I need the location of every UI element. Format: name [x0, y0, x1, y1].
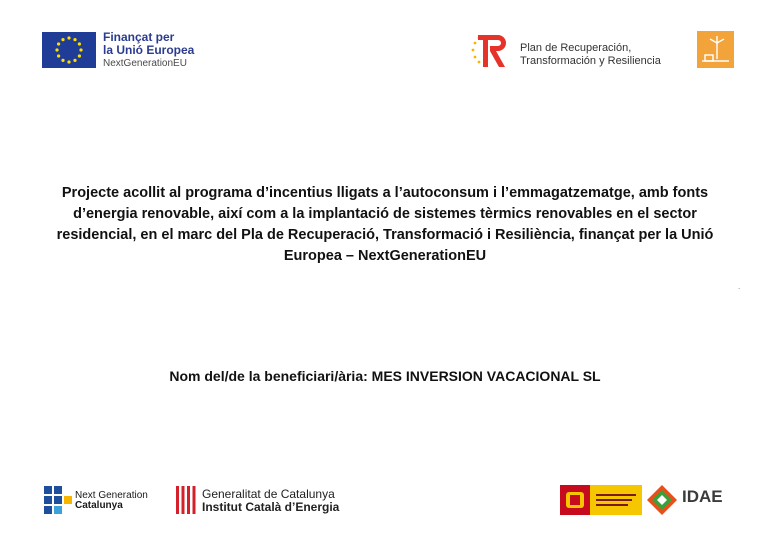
- prtr-mark-icon: [470, 31, 514, 71]
- spain-ministry-logo: [560, 485, 642, 515]
- eu-logo-line2: la Unió Europea: [103, 43, 195, 57]
- eu-logo-line3: NextGenerationEU: [103, 58, 187, 69]
- idae-turbine-square-icon: [697, 31, 734, 68]
- spain-ministry-shield-icon: [560, 485, 642, 515]
- idae-diamond-icon: [646, 484, 678, 516]
- prtr-logo-line2: Transformación y Resiliencia: [520, 55, 661, 67]
- generalitat-line2: Institut Català d’Energia: [202, 500, 340, 514]
- idae-logo: [646, 484, 736, 516]
- eu-logo-line1: Finançat per: [103, 30, 175, 44]
- generalitat-line1: Generalitat de Catalunya: [202, 487, 335, 501]
- ngc-squares-icon: [44, 486, 72, 514]
- eu-funding-logo: [42, 31, 202, 71]
- next-generation-catalunya-logo: [44, 486, 174, 514]
- ngc-logo-line2: Catalunya: [75, 500, 123, 511]
- stray-dot: .: [738, 282, 741, 291]
- generalitat-icaen-logo: [174, 485, 374, 515]
- idae-logo-text: IDAE: [682, 487, 723, 506]
- eu-flag-icon: [42, 32, 96, 68]
- beneficiary-name: Nom del/de la beneficiari/ària: MES INVERSION VACACIONAL SL: [169, 368, 601, 384]
- prtr-logo: [470, 31, 690, 71]
- project-description: Projecte acollit al programa d’incentius lligats a l’autoconsum i l’emmagatzematge, amb fonts d’energia renovable, així com a la implantació de sistemes tèrmics renovables en el sector residencial, en el marc del Pla de Recuperació, Transformació i Resiliència, finançat per la Unió Europea – NextGenerationEU: [56, 185, 714, 264]
- ngc-logo-line1: Next Generation: [75, 490, 148, 501]
- prtr-logo-line1: Plan de Recuperación,: [520, 42, 632, 54]
- senyera-icon: [174, 486, 196, 514]
